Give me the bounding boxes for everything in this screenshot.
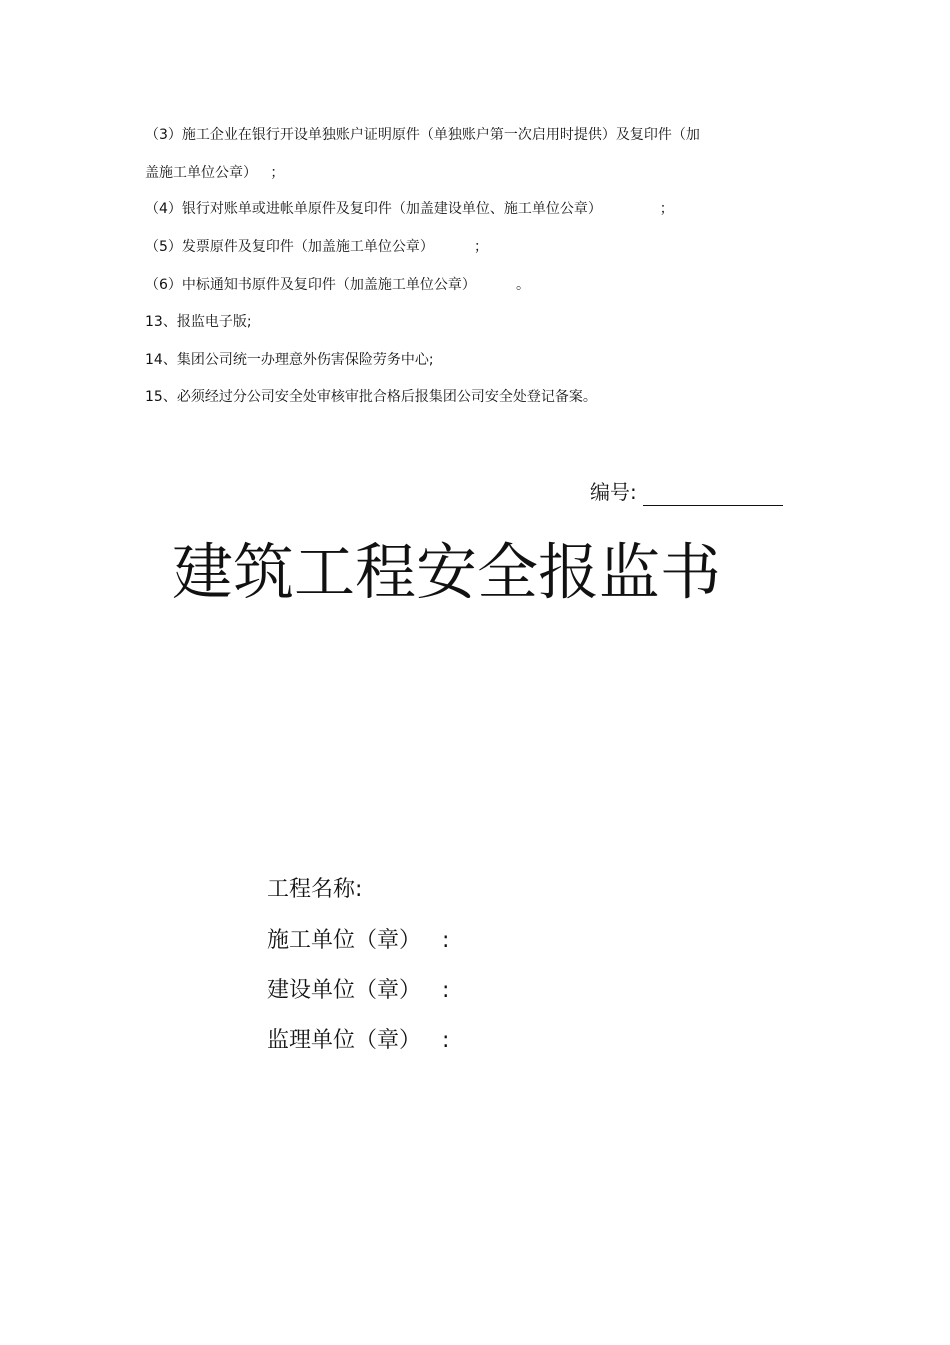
requirement-item-3-line-1: （3）施工企业在银行开设单独账户证明原件（单独账户第一次启用时提供）及复印件（加 bbox=[145, 127, 700, 143]
requirement-item-5: （5）发票原件及复印件（加盖施工单位公章） ； bbox=[145, 239, 488, 255]
supervision-unit-field: 监理单位（章） : bbox=[267, 1028, 450, 1053]
document-number-blank bbox=[643, 481, 783, 506]
requirement-item-4: （4）银行对账单或进帐单原件及复印件（加盖建设单位、施工单位公章） ； bbox=[145, 201, 674, 217]
requirement-item-13: 13、报监电子版; bbox=[145, 314, 252, 330]
construction-unit-field: 施工单位（章） : bbox=[267, 928, 450, 953]
document-number-label: 编号: bbox=[590, 480, 637, 504]
requirement-item-14: 14、集团公司统一办理意外伤害保险劳务中心; bbox=[145, 352, 434, 368]
requirement-item-6: （6）中标通知书原件及复印件（加盖施工单位公章） 。 bbox=[145, 277, 530, 293]
requirement-item-15: 15、必须经过分公司安全处审核审批合格后报集团公司安全处登记备案。 bbox=[145, 389, 597, 405]
owner-unit-field: 建设单位（章） : bbox=[267, 978, 450, 1003]
project-name-field: 工程名称: bbox=[267, 877, 363, 902]
requirement-item-3-line-2: 盖施工单位公章） ； bbox=[145, 165, 285, 181]
document-number-row bbox=[590, 478, 783, 506]
page-title: 建筑工程安全报监书 bbox=[172, 537, 722, 608]
